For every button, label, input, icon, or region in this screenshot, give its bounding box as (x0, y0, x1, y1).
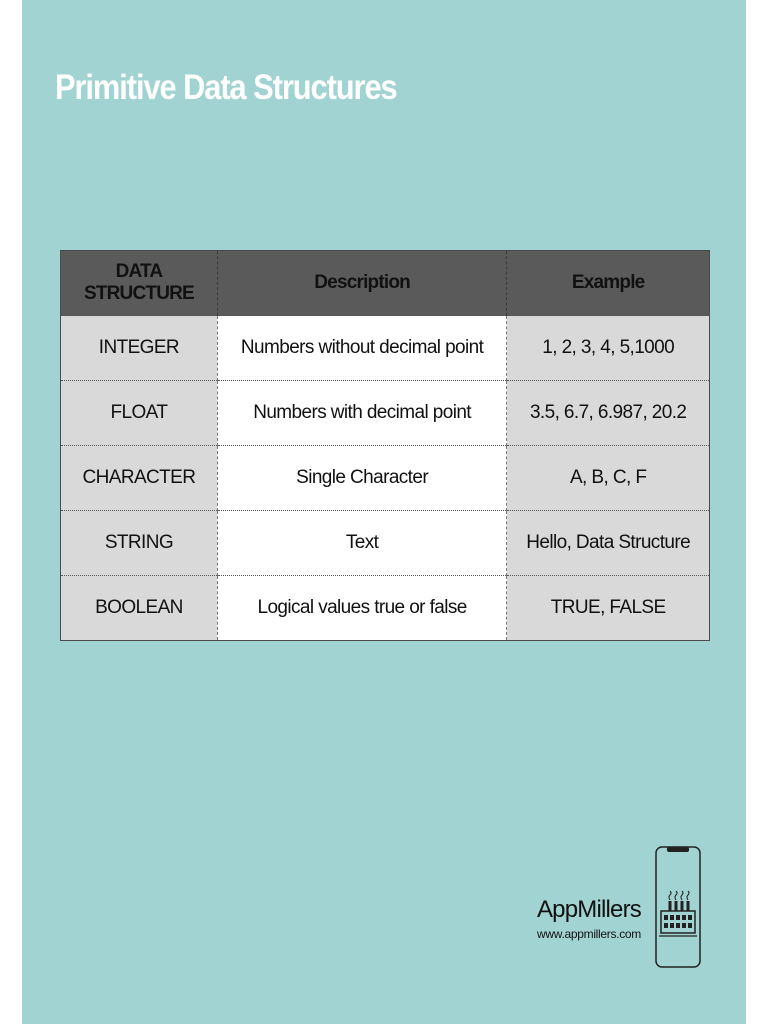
cell-type: INTEGER (61, 316, 218, 381)
table-row (61, 316, 710, 381)
header-description: Description (217, 251, 506, 316)
brand-block (537, 896, 641, 941)
header-example: Example (507, 251, 710, 316)
page-title: Primitive Data Structures (55, 68, 397, 107)
cell-description: Single Character (217, 446, 506, 511)
cell-type: CHARACTER (61, 446, 218, 511)
cell-example: 3.5, 6.7, 6.987, 20.2 (507, 381, 710, 446)
table-row (61, 446, 710, 511)
table-header-row (61, 251, 710, 316)
cell-example: TRUE, FALSE (507, 576, 710, 641)
cell-description: Logical values true or false (217, 576, 506, 641)
cell-description: Text (217, 511, 506, 576)
table-row (61, 381, 710, 446)
cell-description: Numbers with decimal point (217, 381, 506, 446)
table-row (61, 576, 710, 641)
brand-url: www.appmillers.com (537, 927, 641, 941)
cell-example: A, B, C, F (507, 446, 710, 511)
brand-name: AppMillers (536, 896, 641, 923)
phone-factory-icon (655, 846, 701, 968)
cell-type: STRING (61, 511, 218, 576)
cell-type: BOOLEAN (61, 576, 218, 641)
slide-background (22, 0, 746, 1024)
header-data-structure: DATA STRUCTURE (61, 251, 218, 316)
table-row (61, 511, 710, 576)
data-structures-table (60, 250, 710, 641)
cell-description: Numbers without decimal point (217, 316, 506, 381)
cell-type: FLOAT (61, 381, 218, 446)
cell-example: 1, 2, 3, 4, 5,1000 (507, 316, 710, 381)
cell-example: Hello, Data Structure (507, 511, 710, 576)
